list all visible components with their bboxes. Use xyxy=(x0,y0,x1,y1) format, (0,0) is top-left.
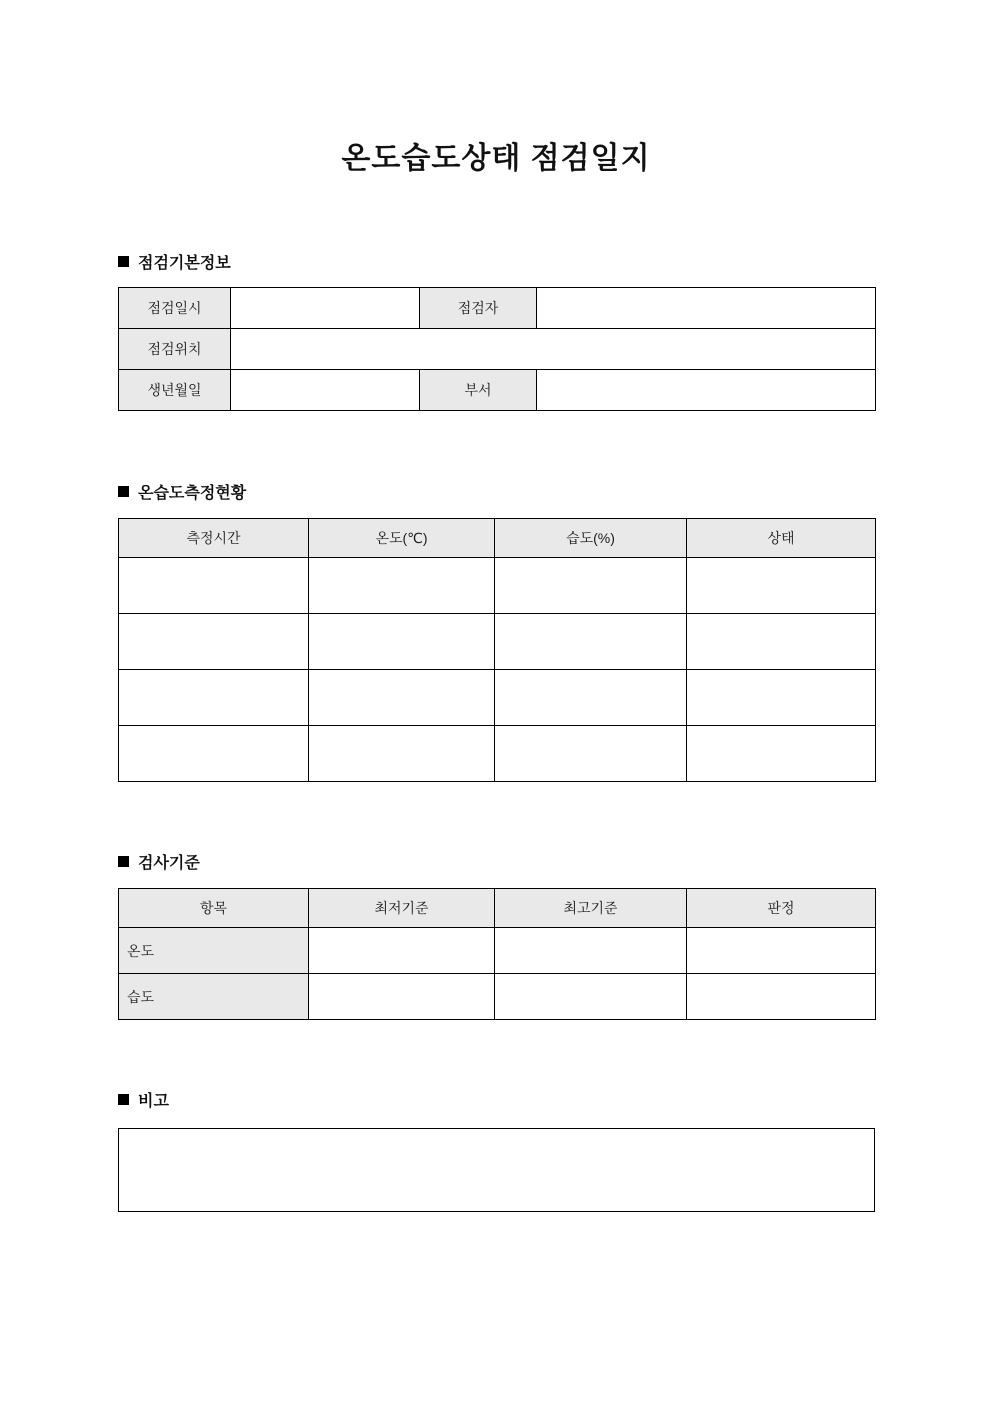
table-header-row xyxy=(119,519,876,558)
table-row xyxy=(119,928,876,974)
section-heading-measurement-label: 온습도측정현황 xyxy=(138,485,247,502)
section-heading-basic-info-label: 점검기본정보 xyxy=(138,255,231,272)
label-inspector: 점검자 xyxy=(420,288,537,329)
table-row xyxy=(119,329,876,370)
page-title: 온도습도상태 점검일지 xyxy=(341,142,651,175)
field-inspector[interactable] xyxy=(537,288,876,329)
label-inspection-datetime: 점검일시 xyxy=(119,288,231,329)
cell-temperature[interactable] xyxy=(309,670,495,726)
square-bullet-icon xyxy=(118,856,129,867)
remark-textarea[interactable] xyxy=(118,1128,875,1212)
cell-status[interactable] xyxy=(687,670,876,726)
cell-humidity-min[interactable] xyxy=(309,974,495,1020)
table-row xyxy=(119,558,876,614)
cell-status[interactable] xyxy=(687,726,876,782)
cell-temperature[interactable] xyxy=(309,726,495,782)
column-header-humidity: 습도(%) xyxy=(495,519,687,558)
label-department: 부서 xyxy=(420,370,537,411)
cell-humidity-max[interactable] xyxy=(495,974,687,1020)
column-header-item: 항목 xyxy=(119,889,309,928)
cell-temperature-max[interactable] xyxy=(495,928,687,974)
cell-temperature-min[interactable] xyxy=(309,928,495,974)
square-bullet-icon xyxy=(118,256,129,267)
column-header-measure-time: 측정시간 xyxy=(119,519,309,558)
cell-humidity-judgement[interactable] xyxy=(687,974,876,1020)
square-bullet-icon xyxy=(118,486,129,497)
cell-measure-time[interactable] xyxy=(119,670,309,726)
cell-measure-time[interactable] xyxy=(119,614,309,670)
square-bullet-icon xyxy=(118,1094,129,1105)
row-label-humidity: 습도 xyxy=(119,974,309,1020)
standard-table xyxy=(118,888,876,1020)
cell-humidity[interactable] xyxy=(495,726,687,782)
column-header-min-standard: 최저기준 xyxy=(309,889,495,928)
table-row xyxy=(119,726,876,782)
cell-temperature[interactable] xyxy=(309,558,495,614)
section-heading-measurement xyxy=(118,480,246,503)
field-inspection-datetime[interactable] xyxy=(231,288,420,329)
cell-humidity[interactable] xyxy=(495,558,687,614)
cell-status[interactable] xyxy=(687,558,876,614)
basic-info-table xyxy=(118,287,876,411)
column-header-max-standard: 최고기준 xyxy=(495,889,687,928)
column-header-judgement: 판정 xyxy=(687,889,876,928)
cell-measure-time[interactable] xyxy=(119,726,309,782)
row-label-temperature: 온도 xyxy=(119,928,309,974)
cell-measure-time[interactable] xyxy=(119,558,309,614)
table-row xyxy=(119,288,876,329)
label-inspection-location: 점검위치 xyxy=(119,329,231,370)
section-heading-standard-label: 검사기준 xyxy=(138,855,200,872)
table-row xyxy=(119,614,876,670)
section-heading-remark xyxy=(118,1088,169,1111)
section-heading-standard xyxy=(118,850,200,873)
cell-humidity[interactable] xyxy=(495,670,687,726)
section-heading-remark-label: 비고 xyxy=(138,1093,169,1110)
field-inspection-location[interactable] xyxy=(231,329,876,370)
cell-humidity[interactable] xyxy=(495,614,687,670)
column-header-status: 상태 xyxy=(687,519,876,558)
label-birthdate: 생년월일 xyxy=(119,370,231,411)
measurement-table xyxy=(118,518,876,782)
field-birthdate[interactable] xyxy=(231,370,420,411)
cell-temperature[interactable] xyxy=(309,614,495,670)
table-row xyxy=(119,670,876,726)
table-row xyxy=(119,974,876,1020)
section-heading-basic-info xyxy=(118,250,231,273)
table-row xyxy=(119,370,876,411)
cell-status[interactable] xyxy=(687,614,876,670)
table-header-row xyxy=(119,889,876,928)
cell-temperature-judgement[interactable] xyxy=(687,928,876,974)
column-header-temperature: 온도(℃) xyxy=(309,519,495,558)
field-department[interactable] xyxy=(537,370,876,411)
